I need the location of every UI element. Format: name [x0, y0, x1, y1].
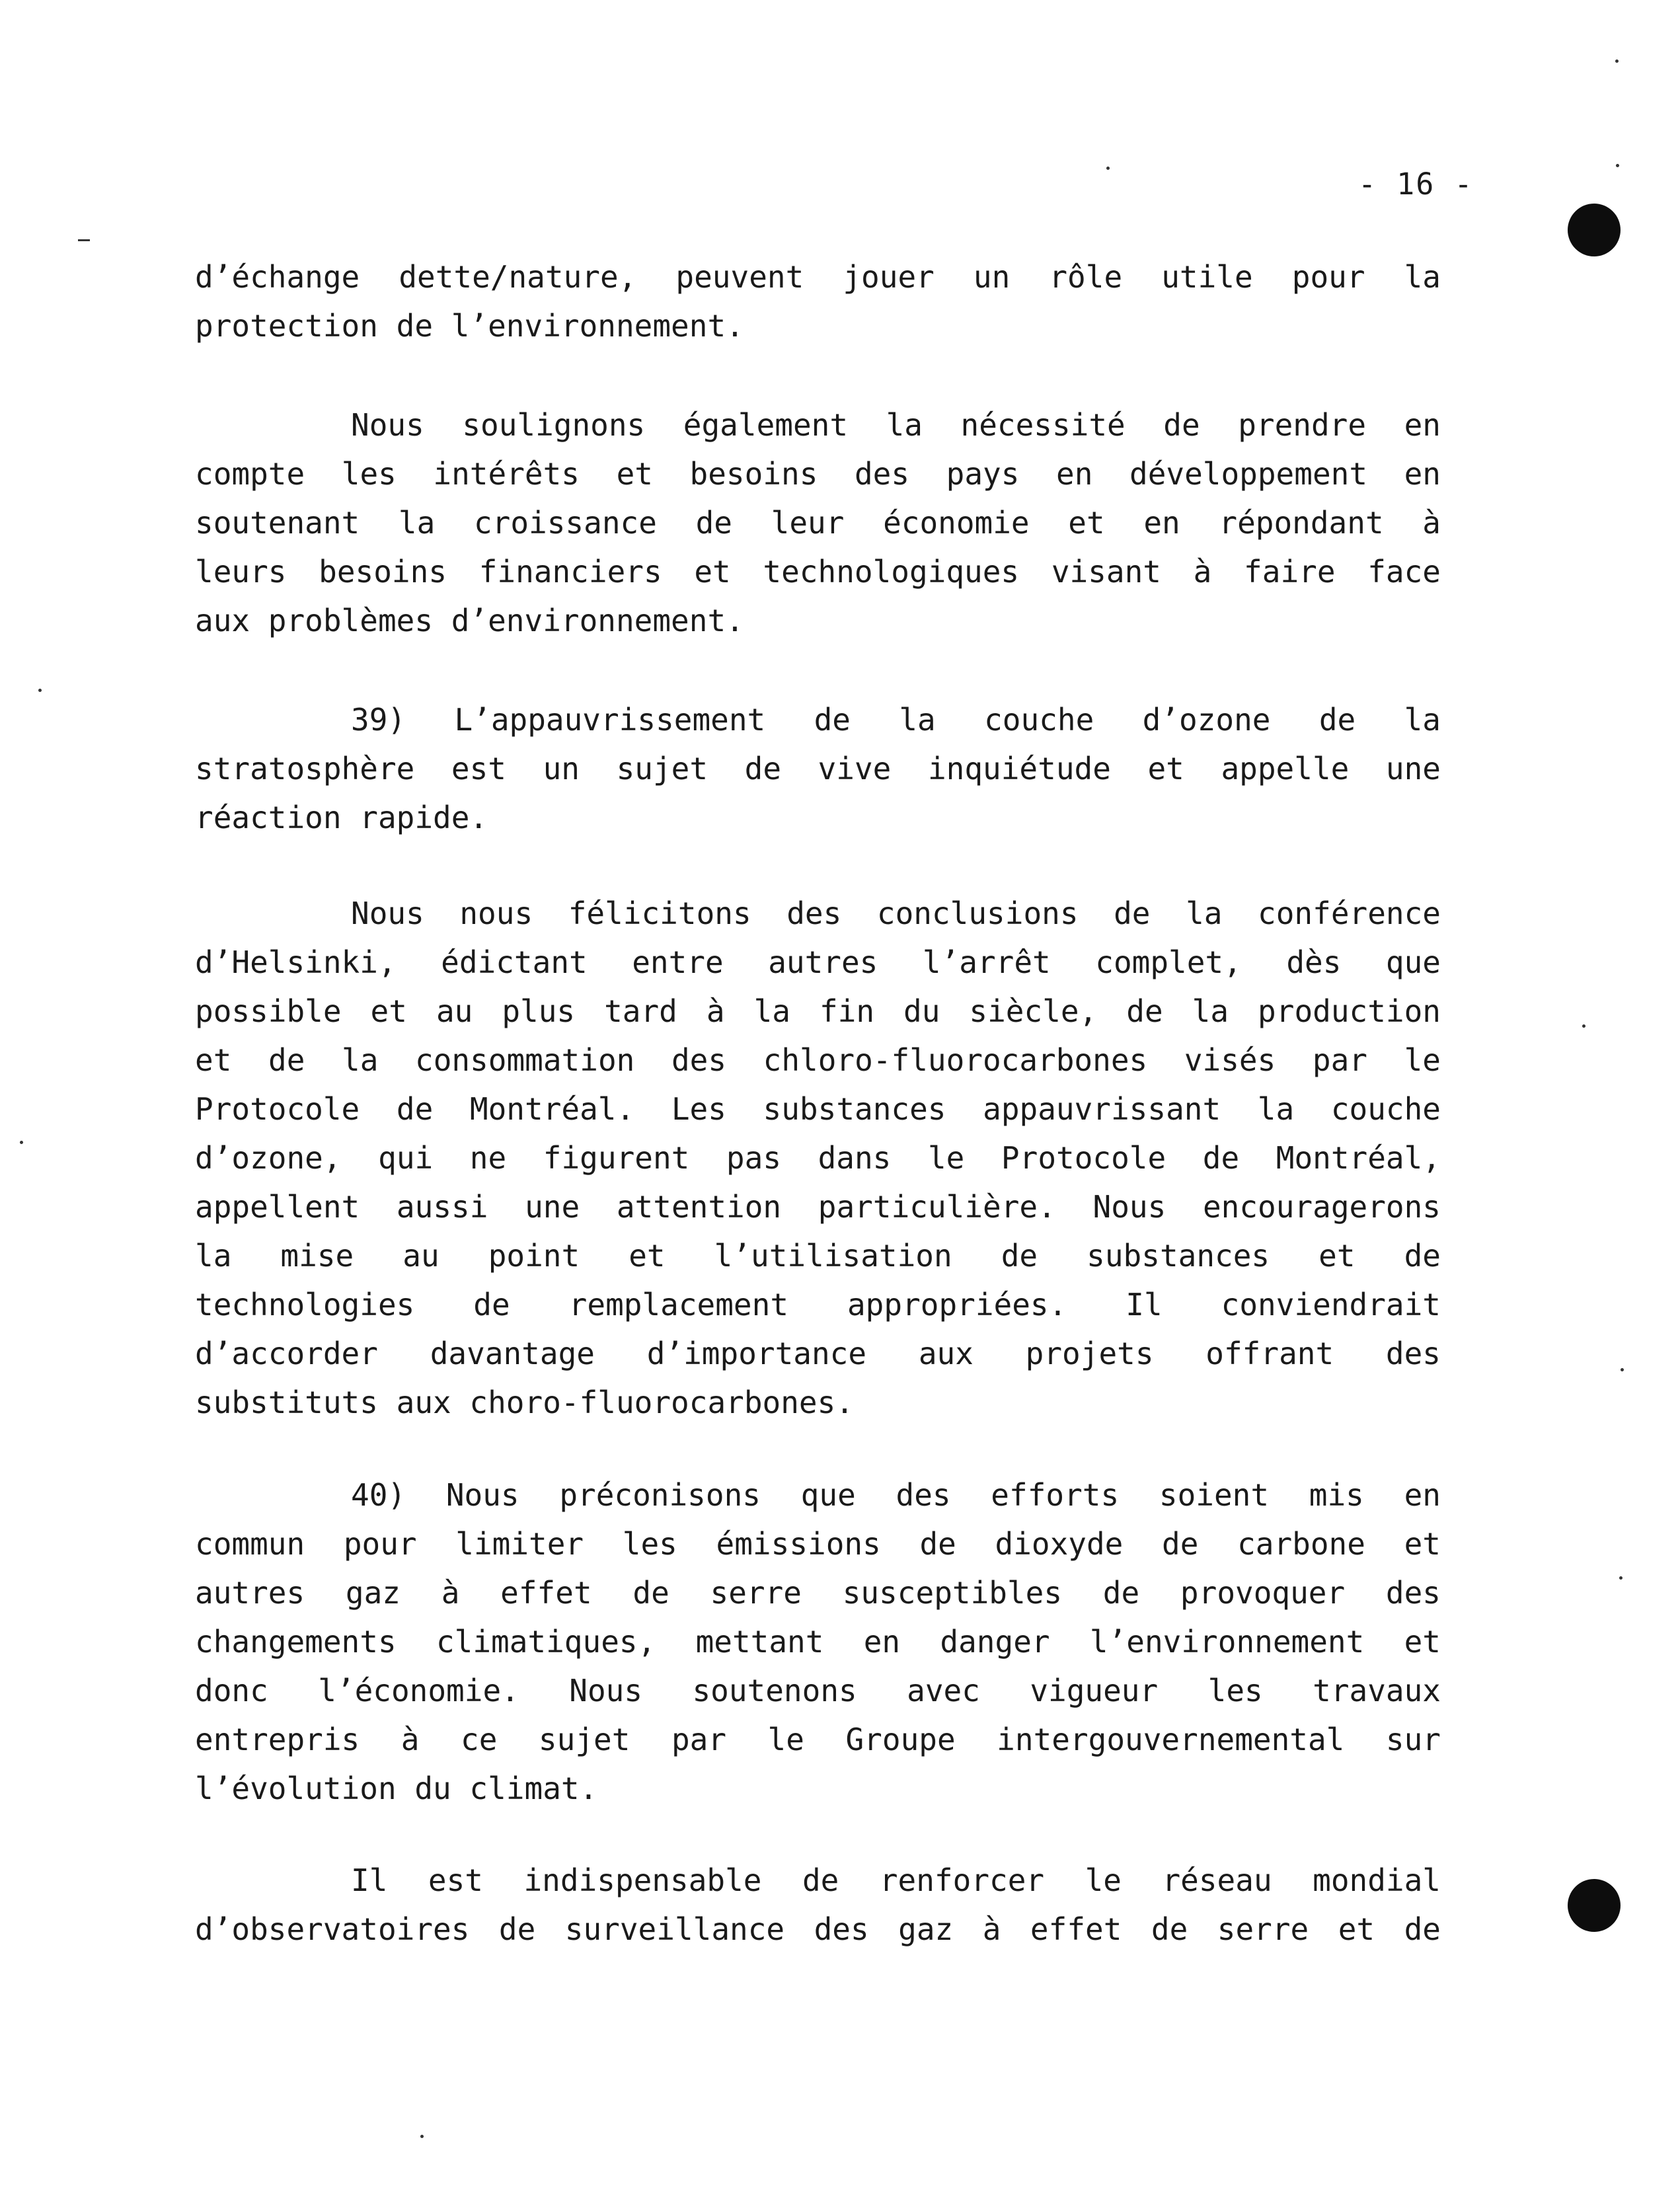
paragraph: [195, 889, 1441, 1427]
page-number: - 16 -: [1358, 167, 1474, 202]
scan-artifact: [420, 2135, 424, 2138]
text-line: 39) L’appauvrissement de la couche d’ozone de la: [351, 702, 1441, 738]
scan-artifact: [1582, 1024, 1585, 1028]
text-line: changements climatiques, mettant en danger l’environnement et: [195, 1624, 1441, 1660]
text-line: et de la consommation des chloro-fluorocarbones visés par le: [195, 1042, 1441, 1078]
text-line: 40) Nous préconisons que des efforts soient mis en: [351, 1477, 1441, 1513]
text-line: entrepris à ce sujet par le Groupe intergouvernemental sur: [195, 1722, 1441, 1757]
text-line: stratosphère est un sujet de vive inquiétude et appelle une: [195, 751, 1441, 786]
paragraph: [195, 1471, 1441, 1813]
text-line: commun pour limiter les émissions de dioxyde de carbone et: [195, 1526, 1441, 1562]
scan-artifact: [1615, 59, 1619, 63]
text-line: d’échange dette/nature, peuvent jouer un rôle utile pour la: [195, 259, 1441, 295]
text-line: Nous nous félicitons des conclusions de la conférence: [351, 896, 1441, 931]
text-line: autres gaz à effet de serre susceptibles de provoquer des: [195, 1575, 1441, 1611]
text-line: d’ozone, qui ne figurent pas dans le Protocole de Montréal,: [195, 1140, 1441, 1176]
text-line: possible et au plus tard à la fin du siècle, de la production: [195, 993, 1441, 1029]
scan-artifact: [1616, 164, 1619, 167]
paragraph: [195, 1856, 1441, 1954]
text-line: d’Helsinki, édictant entre autres l’arrêt complet, dès que: [195, 944, 1441, 980]
scan-artifact: [20, 1141, 23, 1144]
text-line: technologies de remplacement appropriées. Il conviendrait: [195, 1287, 1441, 1322]
scan-artifact: [1106, 167, 1110, 170]
punch-hole-bottom: [1568, 1879, 1621, 1932]
text-line: appellent aussi une attention particulière. Nous encouragerons: [195, 1189, 1441, 1225]
text-line: d’accorder davantage d’importance aux projets offrant des: [195, 1336, 1441, 1371]
text-line: Nous soulignons également la nécessité de prendre en: [351, 407, 1441, 443]
text-line: réaction rapide.: [195, 800, 488, 835]
scan-artifact: [1621, 1368, 1624, 1371]
text-line: l’évolution du climat.: [195, 1771, 598, 1806]
text-line: soutenant la croissance de leur économie et en répondant à: [195, 505, 1441, 541]
text-line: leurs besoins financiers et technologiques visant à faire face: [195, 554, 1441, 590]
text-line: Protocole de Montréal. Les substances appauvrissant la couche: [195, 1091, 1441, 1127]
text-line: donc l’économie. Nous soutenons avec vigueur les travaux: [195, 1673, 1441, 1708]
text-line: d’observatoires de surveillance des gaz à effet de serre et de: [195, 1911, 1441, 1947]
scan-artifact: [1619, 1576, 1623, 1580]
paragraph: [195, 401, 1441, 645]
scan-artifact: [78, 239, 90, 241]
text-line: substituts aux choro-fluorocarbones.: [195, 1385, 854, 1420]
text-line: la mise au point et l’utilisation de substances et de: [195, 1238, 1441, 1274]
text-line: Il est indispensable de renforcer le réseau mondial: [351, 1862, 1441, 1898]
paragraph: [195, 252, 1441, 350]
punch-hole-top: [1568, 204, 1621, 256]
text-line: protection de l’environnement.: [195, 308, 744, 344]
text-line: aux problèmes d’environnement.: [195, 603, 744, 638]
text-line: compte les intérêts et besoins des pays en développement en: [195, 456, 1441, 492]
paragraph: [195, 695, 1441, 842]
scan-artifact: [38, 689, 42, 692]
